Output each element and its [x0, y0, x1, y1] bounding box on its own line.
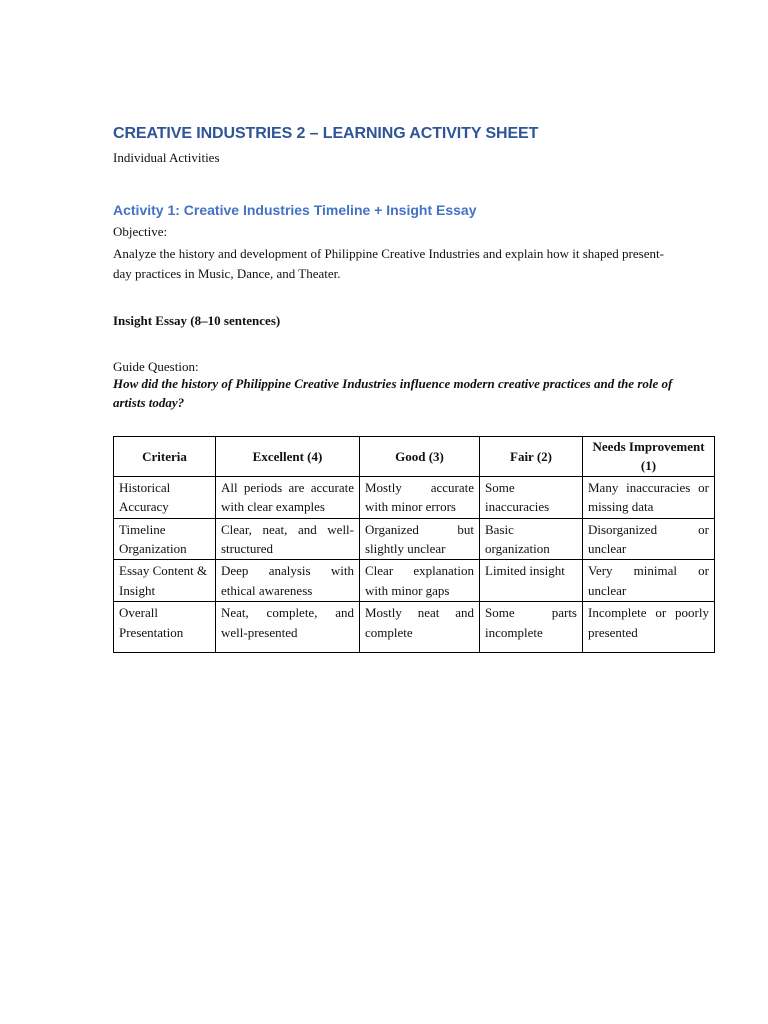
- header-fair: Fair (2): [480, 437, 583, 477]
- excellent-cell: Deep analysis with ethical awareness: [216, 560, 360, 602]
- good-cell: Organized but slightly unclear: [360, 518, 480, 560]
- document-title: CREATIVE INDUSTRIES 2 – LEARNING ACTIVITY SHEET: [113, 125, 539, 142]
- fair-cell: Some parts incomplete: [480, 602, 583, 653]
- header-excellent: Excellent (4): [216, 437, 360, 477]
- rubric-header-row: [114, 437, 715, 477]
- rubric-table: [113, 436, 715, 653]
- guide-question-label: Guide Question:: [113, 359, 199, 374]
- excellent-cell: All periods are accurate with clear examples: [216, 476, 360, 518]
- criteria-cell: Historical Accuracy: [114, 476, 216, 518]
- fair-cell: Basic organization: [480, 518, 583, 560]
- table-row: [114, 476, 715, 518]
- activity-heading: Activity 1: Creative Industries Timeline + Insight Essay: [113, 202, 477, 218]
- table-row: [114, 560, 715, 602]
- table-row: [114, 602, 715, 653]
- header-needs-improvement: Needs Improvement (1): [583, 437, 715, 477]
- table-row: [114, 518, 715, 560]
- needs-improvement-cell: Disorganized or unclear: [583, 518, 715, 560]
- guide-question-text: How did the history of Philippine Creative Industries influence modern creative practices and the role of artists today?: [113, 376, 673, 410]
- criteria-cell: Overall Presentation: [114, 602, 216, 653]
- good-cell: Mostly accurate with minor errors: [360, 476, 480, 518]
- objective-label: Objective:: [113, 224, 168, 239]
- excellent-cell: Neat, complete, and well-presented: [216, 602, 360, 653]
- needs-improvement-cell: Very minimal or unclear: [583, 560, 715, 602]
- objective-text: Analyze the history and development of Philippine Creative Industries and explain how it shaped present-day practices in Music, Dance, and Theater.: [113, 246, 664, 281]
- needs-improvement-cell: Many inaccuracies or missing data: [583, 476, 715, 518]
- document-subtitle: Individual Activities: [113, 150, 220, 165]
- insight-essay-label: Insight Essay (8–10 sentences): [113, 313, 281, 328]
- fair-cell: Some inaccuracies: [480, 476, 583, 518]
- good-cell: Mostly neat and complete: [360, 602, 480, 653]
- excellent-cell: Clear, neat, and well-structured: [216, 518, 360, 560]
- fair-cell: Limited insight: [480, 560, 583, 602]
- header-criteria: Criteria: [114, 437, 216, 477]
- header-good: Good (3): [360, 437, 480, 477]
- criteria-cell: Essay Content & Insight: [114, 560, 216, 602]
- criteria-cell: Timeline Organization: [114, 518, 216, 560]
- good-cell: Clear explanation with minor gaps: [360, 560, 480, 602]
- needs-improvement-cell: Incomplete or poorly presented: [583, 602, 715, 653]
